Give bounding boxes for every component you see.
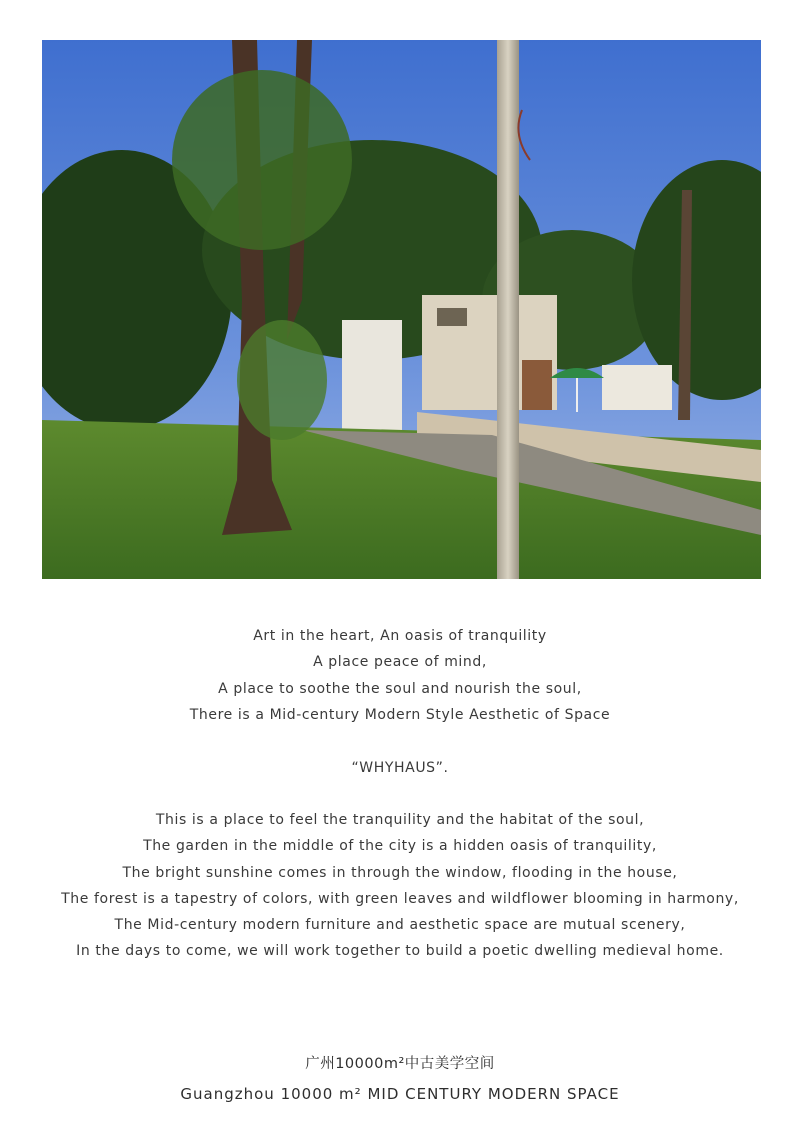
body-line: The forest is a tapestry of colors, with green leaves and wildflower blooming in harmony, <box>61 890 739 907</box>
hero-photo <box>42 40 761 579</box>
garden-house-photo <box>42 40 761 579</box>
intro-line: A place peace of mind, <box>313 654 487 671</box>
intro-paragraph <box>0 623 800 728</box>
brand-name-line: “WHYHAUS”. <box>351 760 449 776</box>
body-paragraph <box>0 807 800 965</box>
brand-name <box>0 755 800 781</box>
footer-chinese-title: 广州10000m²中古美学空间 <box>305 1056 495 1072</box>
intro-line: There is a Mid-century Modern Style Aesthetic of Space <box>189 706 611 723</box>
footer-english-title: Guangzhou 10000 m² MID CENTURY MODERN SPACE <box>180 1085 620 1103</box>
body-line: The garden in the middle of the city is a hidden oasis of tranquility, <box>143 838 657 855</box>
intro-line: Art in the heart, An oasis of tranquility <box>253 628 547 644</box>
body-line: The Mid-century modern furniture and aesthetic space are mutual scenery, <box>114 917 686 934</box>
body-line: The bright sunshine comes in through the window, flooding in the house, <box>122 864 678 881</box>
body-line: This is a place to feel the tranquility and the habitat of the soul, <box>155 812 645 828</box>
body-line: In the days to come, we will work together to build a poetic dwelling medieval home. <box>76 943 724 960</box>
intro-line: A place to soothe the soul and nourish the soul, <box>218 680 582 697</box>
